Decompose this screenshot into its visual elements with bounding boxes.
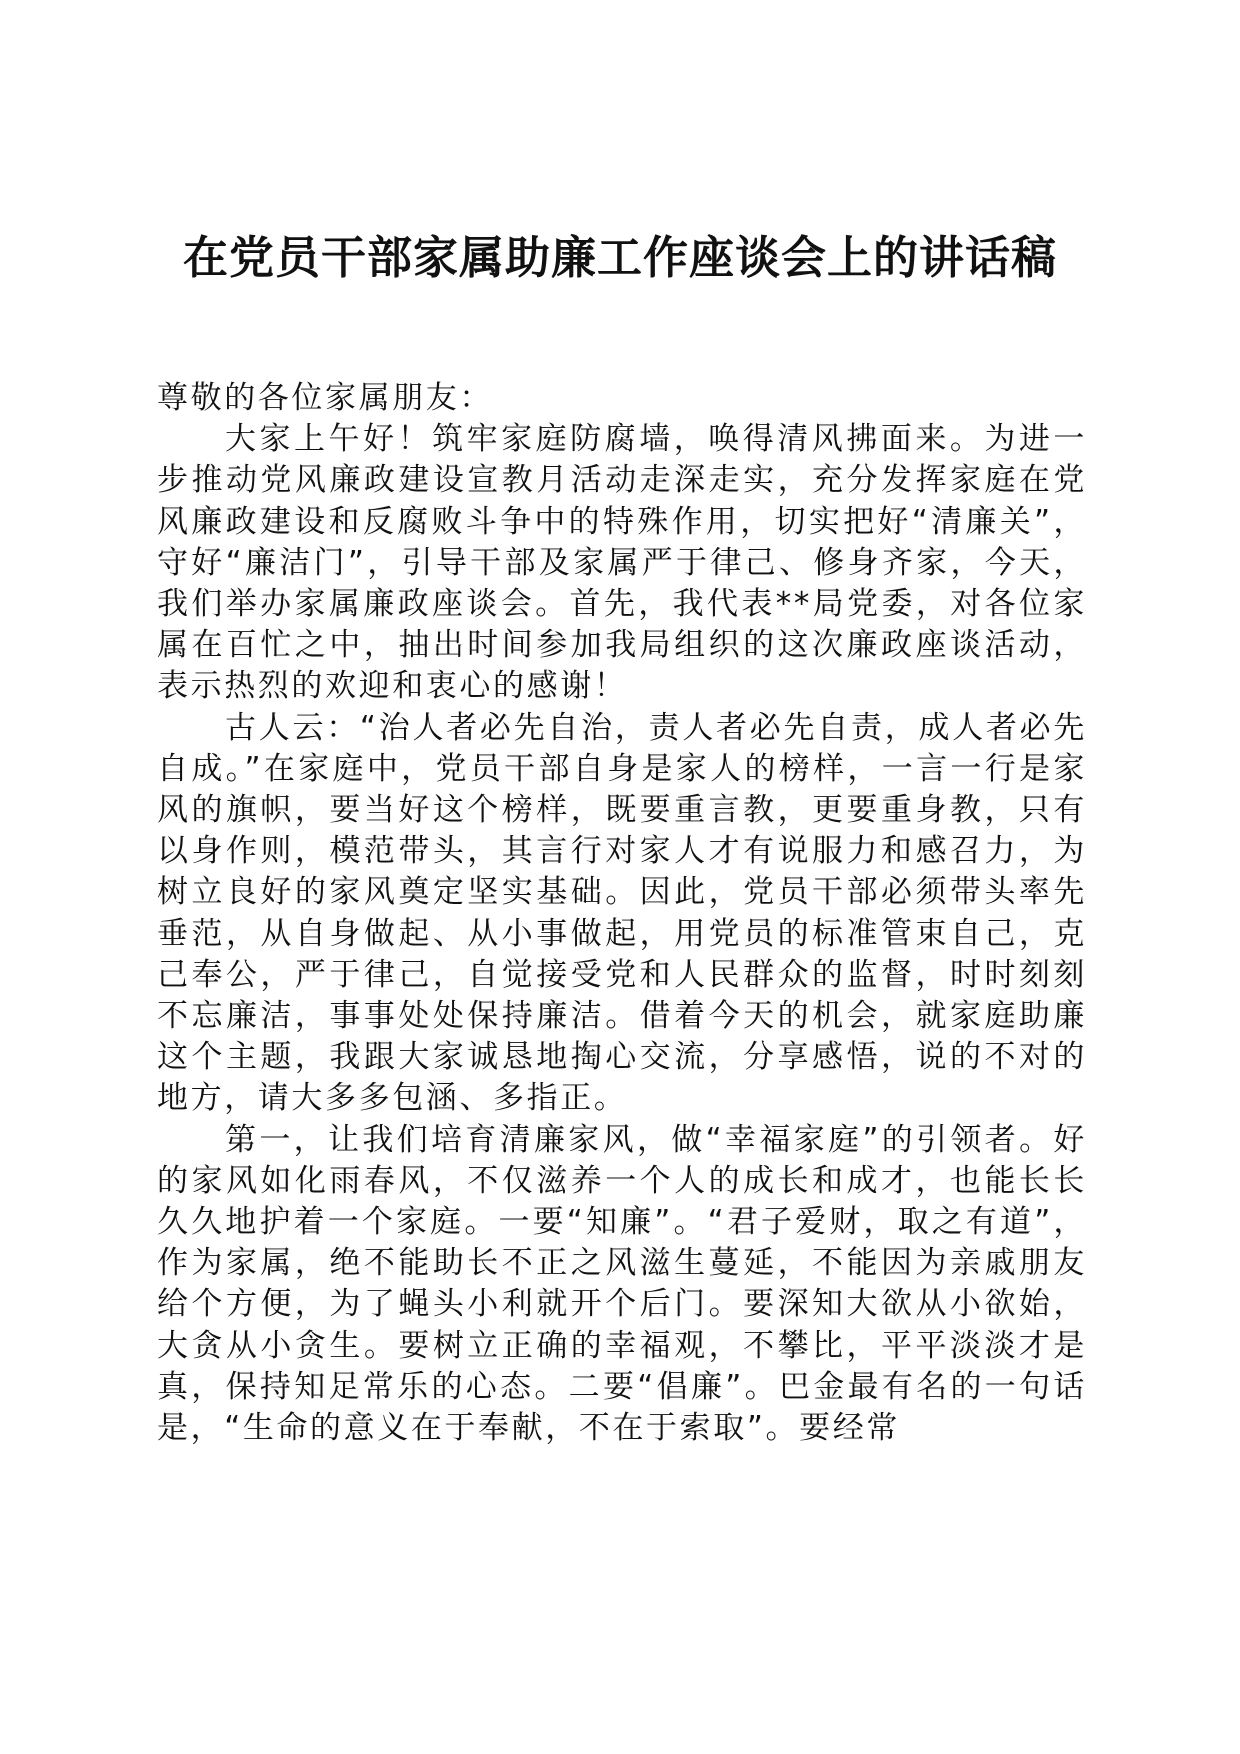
document-title: 在党员干部家属助廉工作座谈会上的讲话稿 [182, 231, 1057, 284]
paragraph-quote: 古人云：“治人者必先自治，责人者必先自责，成人者必先自成。”在家庭中，党员干部自身是家人的榜样，一言一行是家风的旗帜，要当好这个榜样，既要重言教，更要重身教，只有以身作则，模范带头，其言行对家人才有说服力和感召力，为树立良好的家风奠定坚实基础。因此，党员干部必须带头率先垂范，从自身做起、从小事做起，用党员的标准管束自己，克己奉公，严于律己，自觉接受党和人民群众的监督，时时刻刻不忘廉洁，事事处处保持廉洁。借着今天的机会，就家庭助廉这个主题，我跟大家诚恳地掏心交流，分享感悟，说的不对的地方，请大多多包涵、多指正。 [157, 709, 1087, 1117]
salutation: 尊敬的各位家属朋友： [157, 380, 493, 416]
document-body [157, 378, 1087, 1449]
paragraph-first-point: 第一，让我们培育清廉家风，做“幸福家庭”的引领者。好的家风如化雨春风，不仅滋养一个人的成长和成才，也能长长久久地护着一个家庭。一要“知廉”。“君子爱财，取之有道”，作为家属，绝不能助长不正之风滋生蔓延，不能因为亲戚朋友给个方便，为了蝇头小利就开个后门。要深知大欲从小欲始，大贪从小贪生。要树立正确的幸福观，不攀比，平平淡淡才是真，保持知足常乐的心态。二要“倡廉”。巴金最有名的一句话是，“生命的意义在于奉献，不在于索取”。要经常 [157, 1121, 1087, 1447]
paragraph-opening: 大家上午好！筑牢家庭防腐墙，唤得清风拂面来。为进一步推动党风廉政建设宣教月活动走深走实，充分发挥家庭在党风廉政建设和反腐败斗争中的特殊作用，切实把好“清廉关”，守好“廉洁门”，引导干部及家属严于律己、修身齐家，今天，我们举办家属廉政座谈会。首先，我代表**局党委，对各位家属在百忙之中，抽出时间参加我局组织的这次廉政座谈活动，表示热烈的欢迎和衷心的感谢！ [157, 421, 1087, 705]
